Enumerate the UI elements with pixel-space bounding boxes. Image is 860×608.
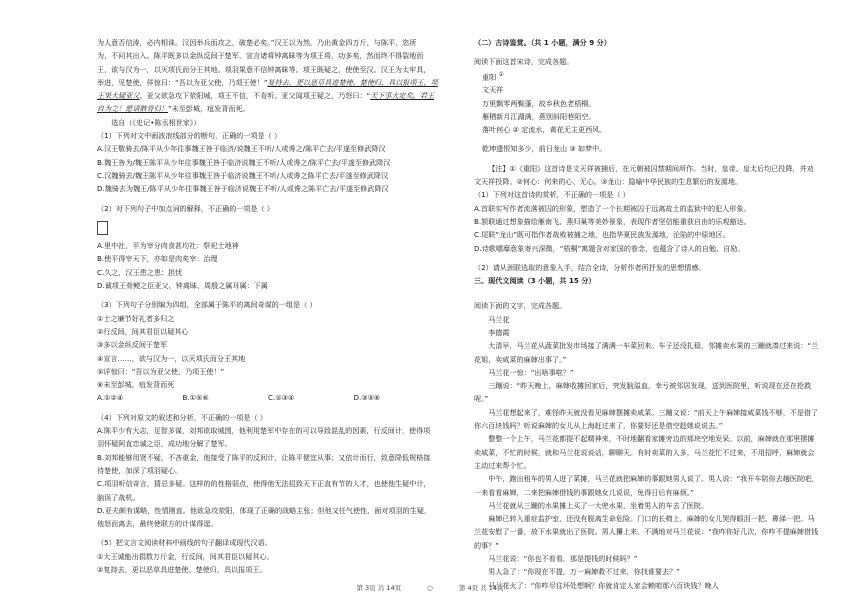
question-1: （1）下列对文中画波浪线部分的断句，正确的一项是（ ） A.汉王敬骑去/陈平从少年往事魏王咎于临济/说魏王不听/人或谗之/陈平亡去/平遂至修武降汉 B.魏王咎为/魏王陈平从少年往事魏王咎于临济说魏王不听/人或谗之/陈平亡去/平遂至修武降汉 C.汉魏骑去/魏王陈平从少年往事魏王咎于临济说魏王不听/人或谗之陈平亡去/平遂至修武降汉 D.魏骑去为魏王/陈平从少年往事魏王咎于临济说魏王不听/人或谗之陈平亡去/平遂至修武降汉 [97, 129, 439, 195]
placeholder-image-icon [97, 221, 108, 235]
q1-option-d[interactable]: D.魏骑去为魏王/陈平从少年往事魏王咎于临济说魏王不听/人或谗之陈平亡去/平遂至修武降汉 [97, 184, 389, 194]
q3-option-c[interactable]: C.②③④ [268, 393, 295, 403]
left-page-number: 第 3页 共 14页 [356, 584, 402, 592]
poem-question-1: （1）下列对这首诗的赏析，不正确的一项是（ ） A.首联实写作者流落被囚的形象，塑造了一个长期被囚于远离故土的监狱中的犯人形象。 B.颔联通过想象描绘雁南飞、燕归巢等美妙景象，表现作者坚信能重获自由的乐观豁达。 C.尾联“龙山”既可指作者战败被捕之地，也指华夏民族发源地，沦陷的中原地区。 D.诗歌哪靡意象寄兴深微，“梧桐”寓题含对家国的眷念，也蕴含了诗人的自勉、自励。 [474, 188, 819, 254]
pq1-option-c[interactable]: C.尾联“龙山”既可指作者战败被捕之地，也指华夏民族发源地，沦陷的中原地区。 [474, 230, 730, 240]
pq1-option-b[interactable]: B.颔联通过想象描绘雁南飞、燕归巢等美妙景象，表现作者坚信能重获自由的乐观豁达。 [474, 216, 751, 226]
pq1-option-a[interactable]: A.首联实写作者流落被囚的形象，塑造了一个长期被囚于远离故土的监狱中的犯人形象。 [474, 203, 751, 213]
poem-note: 【注】①《重阳》这首诗是文天祥被捕后，在元朝被囚禁期间所作。当时，皇帝、皇太后均已投降，并劝文天祥投降。②何心：何来的心、无心。③龙山：隐喻中华民族的生息繁衍的发源地。 [474, 163, 814, 187]
page-footer [0, 583, 860, 592]
q2-option-d[interactable]: D.诚项王骨鲠之臣亚父、钟离昧、周殷之属耳属：下属 [97, 281, 268, 291]
poem: 重阳 ① 文天祥 万里飘零两鬓蓬，故乡秋色老梧桐。 雁栖新月江湖满，燕别斜阳巷陌空。 落叶何心 ② 定流水，黄花无主更西风。 乾坤遗恨知多少，前日龙山 ③ 如梦中。 [474, 69, 819, 156]
q2-option-a[interactable]: A.里中社，平为宰分肉食甚均社：祭祀土地神 [97, 241, 239, 251]
q2-option-b[interactable]: B.使平得宰天下，亦如是肉矣宰：治理 [97, 254, 218, 264]
q1-option-c[interactable]: C.汉魏骑去/魏王陈平从少年往事魏王咎于临济说魏王不听/人或谗之陈平亡去/平遂至修武降汉 [97, 170, 389, 180]
q2-option-c[interactable]: C.久之，汉王患之患：担忧 [97, 267, 183, 277]
q4-option-b[interactable]: B.刘邦能够用贤不疑，不吝重金，他接受了陈平的反间计，让陈平便宜从事；又依计而行，致意降低规格接 [97, 452, 431, 462]
q4-option-c[interactable]: C.项羽听信奇言，猜忌多疑。这样的的性格弱点，使得他无法招致天下正直有节的人才，也使他生疑中计， [97, 479, 431, 489]
story-text: 大清早，马兰花从蔬菜批发市场接了满满一车菜回来。车子还没扎稳，邻摊卖水果的三蹦就凑过来说：“兰花姐，卖咸菜的麻婶出事了。” 马兰花一惊：“出啥事啦？” 三蹦说：“昨天晚上，麻婶收摊回家后，突发脑溢血，幸亏被邻居发现，送到医院里，听说现在还在抢救呢。” 马兰花想起来了，难怪昨天就没看见麻婶摆摊卖咸菜。三蹦又说：“前天上午麻婶接咸菜钱不够，不是借了你六百块钱吗？听说麻婶的女儿从上海赶过来了，你要好还是借空趁她说说去。” 整整一个上午，马兰花都提不起精神来，不时地翻看家摊旁边的那块空地发呆。以前，麻婶就在那里摆摊卖咸菜，不忙的时候，就和马兰花说说话，聊聊天。有时卖菜的人多，马兰花忙不过来，不用招呼，麻婶就会主动过来帮个忙。 中午，跑出租车的男人进了菜摊，马兰花就把麻婶的事跟她男人说了。男人说：“我开车陪你去趟医院吧，一来看看麻婶，二来把麻婶借钱的事跟她女儿说说，免得日后有麻烦。” 马兰花就从三蹦的水果摊上买了一大兜水果，坐着男人的车去了医院。 麻婶已转入重症监护室，还没有脱离生命危险。门口的长椅上，麻婶的女儿哭得眼泪一把、鼻涕一把。马兰花安慰了一番，放下水果就出了医院。男人攥上来，不满地对马兰花说：“我咋你好几次，你咋不提麻婶借钱的事？” 马兰花说：“你也不看看，那是提钱的时候吗？” 男人急了：“你现在不提，万一麻婶救不过来，你找谁要去？” 马兰花火了：“你咋尽往坏处想啊？你就肯定人家会赖咱那六百块钱？晚人 [474, 341, 819, 590]
section-2-title: （二）古诗鉴赏。（共 1 小题，满分 9 分） [474, 38, 611, 47]
story-author: 李德霞 [488, 328, 510, 337]
q3-option-b[interactable]: B.①⑤⑥ [182, 393, 209, 403]
q4-option-a[interactable]: A.陈平少有大志，足智多谋，刘邦欲取城围，他利用楚军中存在的可以导致混乱的因素，行反间计，使得项 [97, 426, 431, 436]
right-column: （二）古诗鉴赏。（共 1 小题，满分 9 分） 阅读下面这首宋诗，完成各题。 重阳 ① 文天祥 万里飘零两鬓蓬，故乡秋色老梧桐。 雁栖新月江湖满，燕别斜阳巷陌空。 落叶何心 ② 定流水，黄花无主更西风。 乾坤遗恨知多少，前日龙山 ③ 如梦中。 【注】①《重阳》这首诗是文天祥被捕后，在元朝被囚禁期间所作。当时，皇帝、皇太后均已投降，并劝文天祥投降。②何心：何来的心、无心。③龙山：隐喻中华民族的生息繁衍的发源地。 （1）下列对这首诗的赏析，不正确的一项是（ ） A.首联实写作者流落被囚的形象，塑造了一个长期被囚于远离故土的监狱中的犯人形象。 B.颔联通过想象描绘雁南飞、燕归巢等美妙景象，表现作者坚信能重获自由的乐观豁达。 C.尾联“龙山”既可指作者战败被捕之地，也指华夏民族发源地，沦陷的中原地区。 D.诗歌哪靡意象寄兴深微，“梧桐”寓题含对家国的眷念，也蕴含了诗人的自勉、自励。 （2）请从颈联选取的意象入手，结合全诗，分析作者所抒发的思想情感。 三、现代文阅读（3 小题，共 15 分） 阅读下面的文字，完成各题。 马兰花 李德霞 大清早，马兰花从蔬菜批发市场接了满满一车菜回来。车子还没扎稳，邻摊卖水果的三蹦就凑过来说：“兰花姐，卖咸菜的麻婶出事了。” 马兰花一惊：“出啥事啦？” 三蹦说：“昨天晚上，麻婶收摊回家后，突发脑溢血，幸亏被邻居发现，送到医院里，听说现在还在抢救呢。” 马兰花想起来了，难怪昨天就没看见麻婶摆摊卖咸菜。三蹦又说：“前天上午麻婶接咸菜钱不够，不是借了你六百块钱吗？听说麻婶的女儿从上海赶过来了，你要好还是借空趁她说说去。” 整整一个上午，马兰花都提不起精神来，不时地翻看家摊旁边的那块空地发呆。以前，麻婶就在那里摆摊卖咸菜，不忙的时候，就和马兰花说说话，聊聊天。有时卖菜的人多，马兰花忙不过来，不用招呼，麻婶就会主动过来帮个忙。 中午，跑出租车的男人进了菜摊，马兰花就把麻婶的事跟她男人说了。男人说：“我开车陪你去趟医院吧，一来看看麻婶，二来把麻婶借钱的事跟她女儿说说，免得日后有麻烦。” 马兰花就从三蹦的水果摊上买了一大兜水果，坐着男人的车去了医院。 麻婶已转入重症监护室，还没有脱离生命危险。门口的长椅上，麻婶的女儿哭得眼泪一把、鼻涕一把。马兰花安慰了一番，放下水果就出了医院。男人攥上来，不满地对马兰花说：“我咋你好几次，你咋不提麻婶借钱的事？” 马兰花说：“你也不看看，那是提钱的时候吗？” 男人急了：“你现在不提，万一麻婶救不过来，你找谁要去？” 马兰花火了：“你咋尽往坏处想啊？你就肯定人家会赖咱那六百块钱？晚人 [474, 36, 819, 574]
question-2: （2）对下列句子中加点词的解释，不正确的一项是（ ） A.里中社，平为宰分肉食甚均社：祭祀土地神 B.使平得宰天下，亦如是肉矣宰：治理 C.久之，汉王患之患：担忧 D.诚项王骨鲠之臣亚父、钟离昧、周殷之属耳属：下属 [97, 202, 439, 293]
underlined-sentence-1: 复持去，更以恶草具进楚使。楚使归，具以报项王， [267, 77, 431, 87]
poem-question-2: （2）请从颈联选取的意象入手，结合全诗，分析作者所抒发的思想情感。 [474, 262, 706, 272]
underlined-sentence-2: 项王果大疑亚父 [97, 77, 438, 101]
question-4: （4）下列对原文的叙述和分析，不正确的一项是（ ） A.陈平少有大志，足智多谋，刘邦欲取城围，他利用楚军中存在的可以导致混乱的因素，行反间计，使得项 羽怀疑阿直忠诚之臣，成功地分解了楚军。 B.刘邦能够用贤不疑，不吝重金，他接受了陈平的反间计，让陈平便宜从事；又依计而行，致意降低规格接 待楚使，加深了项羽疑心。 C.项羽听信奇言，猜忌多疑。这样的的性格弱点，使得他无法招致天下正直有节的人才，也使他生疑中计， 脑误了战机。 D.亚夫颇有谋略，性情刚直。他欲急攻荥阳，体现了正确的战略主张；但他又任气使性，面对项羽的生疑， 他怒而离去，最终使联方的计谋得逞。 [97, 411, 439, 531]
poem-title: 重阳 [482, 71, 497, 81]
question-5: （5）把文言文阅读材料中画线的句子翻译成现代汉语。 ①大王诚能出捐数万斤金，行反间，间其君臣以疑其心。 ②复持去，更以恶草具进楚使。楚使归，具以报项王。 [97, 538, 274, 574]
poem-author: 文天祥 [482, 85, 504, 95]
q3-option-a[interactable]: A.①②④ [97, 393, 124, 403]
passage-source: 选自（《史记•陈丞相世家》） [111, 117, 201, 127]
question-3: （3）下列句子分别编为四组，全部属于陈平的离间奇谋的一组是（ ） ①士之廉节好礼者多归之 ②行反间，间其君臣以疑其心 ③多以金纵反间于楚军 ④宣言……，欲与汉为一，以灭项氏而分王其地 ⑤详惊曰：“吾以为亚父使，乃项王使！” ⑥未至彭城，疽发背而死 A.①②④ B.①⑤⑥ C.②③④ D.③⑤⑥ [97, 298, 439, 404]
section-3-title: 三、现代文阅读（3 小题，共 15 分） [474, 276, 596, 286]
passage-text: 为人意否信涛，必内相诛。汉因举兵而攻之，破楚必矣。”汉王以为然，乃出黄金四万斤，与陈平，恣所 为，不问其出入。陈平既多以金纵反间于楚军，宣言诸将钟离昧等为项王将，功多矣，然而终不得裂地而 王，欲与汉为一，以灭项氏而分王其地。项羽果意不信钟离昧等。项王既疑之，使使至汉。汉王为太牢具， 举进，见楚使，佯惊曰：“吾以为亚父使，乃项王使！”复持去，更以恶草具进楚使。楚使归，具以报项王，项王果大疑亚父。亚父欲急攻下荥阳城，项王不信，不肯听。亚父闻项王疑之，乃怒曰：“天下事大定矣，君王自为之！愿请骸骨归！”未至彭城，疽发背而死。 选自（《史记•陈丞相世家》） [97, 36, 439, 129]
q1-option-a[interactable]: A.汉王敬骑去/陈平从少年往事魏王咎于临济/说魏王不听/人或谗之/陈平亡去/平遂至修武降汉 [97, 144, 386, 154]
q1-option-b[interactable]: B.魏王咎为/魏王陈平从少年往事魏王咎于临济说魏王不听/人或谗之/陈平亡去/平遂至修武降汉 [97, 157, 391, 167]
story-title: 马兰花 [488, 314, 510, 324]
q4-option-d[interactable]: D.亚夫颇有谋略，性情刚直。他欲急攻荥阳，体现了正确的战略主张；但他又任气使性，面对项羽的生疑， [97, 505, 432, 515]
left-column [97, 36, 439, 574]
q3-option-d[interactable]: D.③⑤⑥ [353, 393, 381, 403]
pq1-option-d[interactable]: D.诗歌哪靡意象寄兴深微，“梧桐”寓题含对家国的眷念，也蕴含了诗人的自勉、自励。 [474, 243, 745, 253]
underlined-sentence-3: 天下事大定矣，君王自为之！愿请骸骨归！ [97, 91, 435, 114]
center-dot-icon: ○ [427, 584, 433, 592]
right-page-number: 第 4页 共 14页 [458, 584, 504, 592]
